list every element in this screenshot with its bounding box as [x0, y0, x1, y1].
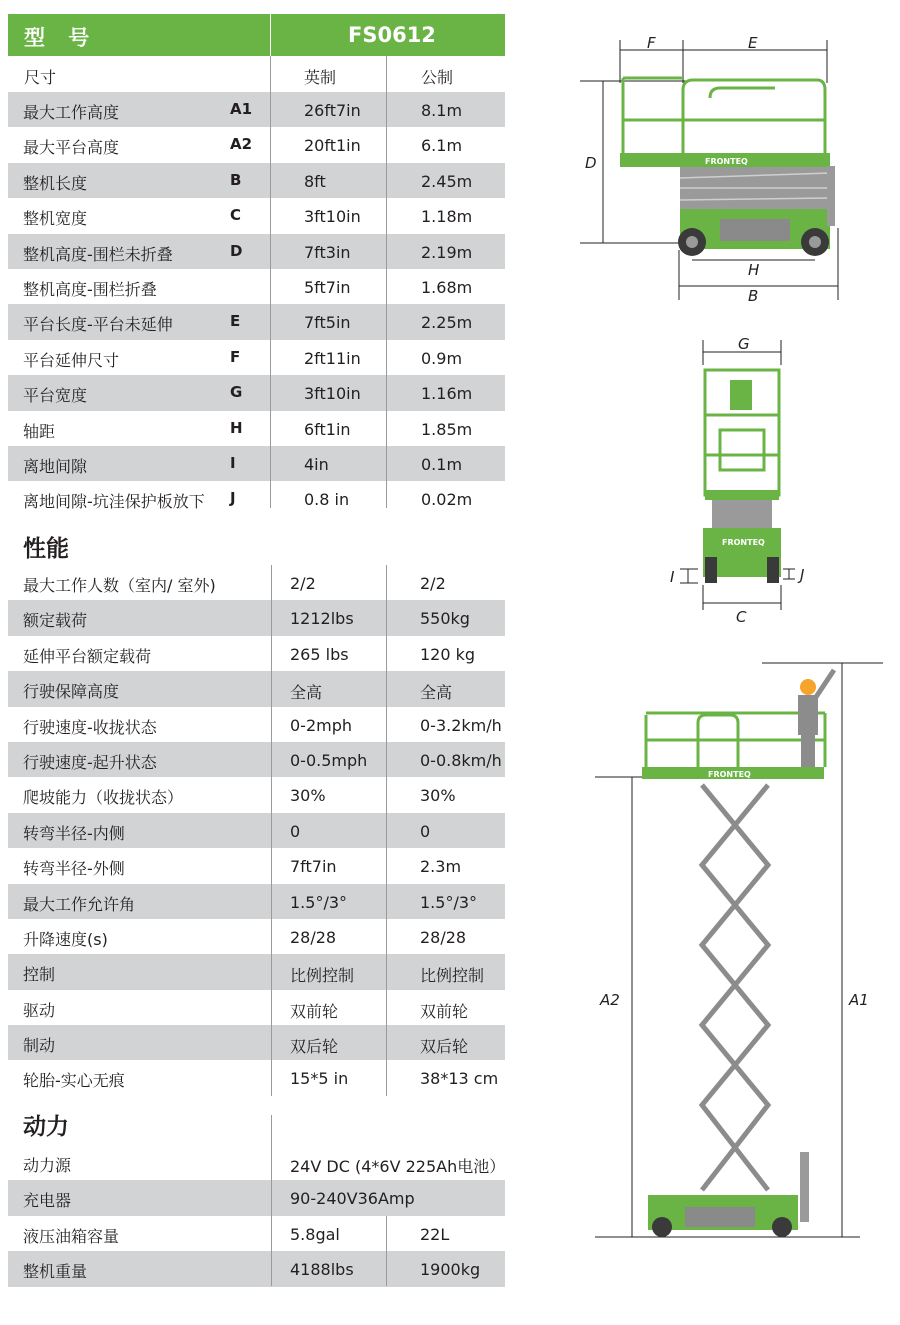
table-row	[8, 1251, 505, 1286]
spec-value: 24V DC (4*6V 225Ah电池）	[290, 1157, 506, 1176]
spec-name: 整机高度-围栏折叠	[23, 279, 157, 299]
spec-name: 升降速度(s)	[23, 929, 108, 949]
table-row	[8, 304, 505, 339]
spec-metric: 22L	[420, 1224, 450, 1244]
header-divider	[270, 14, 271, 56]
column-headers	[8, 57, 505, 92]
power-title: 动力	[23, 1114, 69, 1140]
spec-imperial: 4in	[304, 454, 329, 474]
spec-code: I	[230, 453, 236, 472]
spec-metric: 30%	[420, 786, 456, 806]
column-divider	[386, 565, 387, 1096]
table-row	[8, 340, 505, 375]
spec-metric: 全高	[420, 683, 453, 703]
spec-name: 充电器	[23, 1191, 72, 1211]
table-row	[8, 269, 505, 304]
spec-name: 行驶保障高度	[23, 682, 120, 702]
spec-metric: 1.18m	[421, 207, 473, 227]
table-row	[8, 375, 505, 410]
power-table	[8, 1145, 505, 1287]
spec-code: F	[230, 347, 241, 366]
spec-metric: 1.16m	[421, 384, 473, 404]
spec-imperial: 28/28	[290, 927, 337, 947]
column-header-imperial: 英制	[304, 68, 337, 87]
spec-metric: 比例控制	[420, 966, 485, 986]
table-row	[8, 848, 505, 883]
spec-name: 驱动	[23, 1000, 56, 1020]
label-a2: A2	[600, 991, 620, 1009]
label-d: D	[585, 154, 597, 172]
spec-imperial: 比例控制	[290, 966, 355, 986]
table-header	[8, 14, 505, 56]
spec-name: 最大工作人数（室内/ 室外)	[23, 576, 216, 595]
column-divider	[271, 565, 272, 1096]
spec-imperial: 265 lbs	[290, 644, 349, 664]
spec-metric: 2.45m	[421, 171, 473, 191]
spec-name: 轴距	[23, 421, 56, 441]
spec-code: A1	[230, 100, 253, 118]
spec-imperial: 1.5°/3°	[290, 892, 348, 912]
spec-imperial: 2/2	[290, 574, 316, 593]
label-j: J	[800, 566, 805, 584]
spec-imperial: 7ft5in	[304, 313, 351, 333]
spec-metric: 2.3m	[420, 857, 462, 877]
spec-metric: 6.1m	[421, 136, 463, 156]
spec-metric: 2.25m	[421, 313, 473, 333]
spec-name: 制动	[23, 1036, 56, 1056]
spec-metric: 0.9m	[421, 348, 463, 368]
column-header-item: 尺寸	[24, 68, 57, 87]
label-i: I	[670, 568, 675, 586]
table-row	[8, 163, 505, 198]
side-view-diagram	[575, 28, 875, 308]
spec-code: G	[230, 383, 243, 402]
spec-imperial: 26ft7in	[304, 101, 361, 120]
spec-code: E	[230, 312, 241, 331]
table-row	[8, 127, 505, 162]
spec-name: 爬坡能力（收拢状态）	[23, 788, 184, 808]
spec-name: 最大平台高度	[23, 138, 120, 158]
spec-imperial: 7ft7in	[290, 857, 337, 877]
spec-name: 控制	[23, 965, 56, 985]
spec-imperial: 1212lbs	[290, 609, 354, 629]
spec-metric: 1.68m	[421, 277, 473, 297]
spec-name: 平台延伸尺寸	[23, 350, 120, 370]
table-row	[8, 446, 505, 481]
label-b: B	[748, 287, 759, 305]
spec-imperial: 0	[290, 821, 301, 841]
spec-code: A2	[230, 135, 253, 154]
spec-name: 轮胎-实心无痕	[23, 1071, 125, 1091]
spec-name: 液压油箱容量	[23, 1226, 120, 1246]
spec-name: 行驶速度-起升状态	[23, 752, 157, 772]
label-a1: A1	[849, 991, 869, 1009]
spec-metric: 双后轮	[420, 1037, 469, 1057]
spec-metric: 0	[420, 821, 431, 841]
table-row	[8, 565, 505, 600]
table-row	[8, 777, 505, 812]
spec-metric: 1.5°/3°	[420, 892, 478, 912]
spec-imperial: 7ft3in	[304, 242, 351, 262]
spec-imperial: 双前轮	[290, 1001, 339, 1021]
spec-name: 整机长度	[23, 173, 88, 193]
table-row	[8, 481, 505, 516]
label-f: F	[647, 34, 656, 52]
table-row	[8, 234, 505, 269]
spec-name: 平台长度-平台未延伸	[23, 315, 173, 335]
table-row	[8, 707, 505, 742]
column-divider	[386, 1216, 387, 1286]
spec-code: D	[230, 241, 243, 260]
spec-name: 转弯半径-外侧	[23, 859, 125, 879]
column-divider	[386, 56, 387, 508]
spec-imperial: 0.8 in	[304, 490, 350, 510]
spec-metric: 0-0.8km/h	[420, 750, 502, 770]
spec-imperial: 6ft1in	[304, 419, 351, 439]
spec-name: 最大工作高度	[23, 103, 120, 122]
spec-imperial: 30%	[290, 786, 326, 806]
table-row	[8, 919, 505, 954]
brand-label: FRONTEQ	[708, 770, 751, 779]
model-value: FS0612	[348, 23, 436, 47]
table-row	[8, 742, 505, 777]
label-c: C	[736, 608, 747, 626]
table-row	[8, 198, 505, 233]
spec-imperial: 8ft	[304, 171, 326, 191]
table-row	[8, 636, 505, 671]
performance-title: 性能	[23, 536, 69, 562]
column-divider	[270, 56, 271, 508]
table-row	[8, 411, 505, 446]
spec-name: 额定载荷	[23, 611, 88, 631]
performance-table	[8, 565, 505, 1096]
spec-value: 90-240V36Amp	[290, 1189, 415, 1209]
table-row	[8, 990, 505, 1025]
table-row	[8, 1060, 505, 1095]
spec-metric: 0.1m	[421, 454, 463, 474]
spec-metric: 2/2	[420, 574, 446, 593]
spec-imperial: 4188lbs	[290, 1260, 354, 1280]
spec-metric: 38*13 cm	[420, 1069, 499, 1089]
spec-metric: 1.85m	[421, 419, 473, 439]
spec-name: 平台宽度	[23, 386, 88, 406]
spec-imperial: 5ft7in	[304, 277, 351, 297]
spec-name: 整机宽度	[23, 209, 88, 229]
spec-metric: 28/28	[420, 927, 467, 947]
spec-imperial: 15*5 in	[290, 1069, 349, 1089]
table-row	[8, 671, 505, 706]
spec-name: 转弯半径-内侧	[23, 823, 125, 843]
raised-view-diagram	[590, 655, 890, 1245]
spec-metric: 550kg	[420, 609, 470, 629]
spec-metric: 0.02m	[421, 490, 473, 510]
table-row	[8, 1216, 505, 1251]
table-row	[8, 884, 505, 919]
spec-name: 整机高度-围栏未折叠	[23, 244, 173, 264]
spec-metric: 双前轮	[420, 1001, 469, 1021]
spec-metric: 2.19m	[421, 242, 473, 262]
table-row	[8, 1145, 505, 1180]
table-row	[8, 92, 505, 127]
spec-name: 整机重量	[23, 1262, 88, 1282]
model-label: 型 号	[24, 26, 98, 50]
spec-name: 最大工作允许角	[23, 894, 136, 914]
table-row	[8, 813, 505, 848]
spec-metric: 8.1m	[421, 101, 463, 120]
brand-label: FRONTEQ	[705, 157, 748, 166]
spec-code: J	[230, 489, 236, 508]
spec-imperial: 20ft1in	[304, 136, 361, 156]
spec-name: 行驶速度-收拢状态	[23, 717, 157, 737]
spec-imperial: 双后轮	[290, 1037, 339, 1057]
spec-code: C	[230, 206, 242, 225]
label-g: G	[738, 335, 750, 353]
spec-imperial: 3ft10in	[304, 207, 361, 227]
spec-metric: 0-3.2km/h	[420, 715, 502, 735]
spec-name: 离地间隙	[23, 456, 88, 476]
table-row	[8, 1025, 505, 1060]
spec-imperial: 3ft10in	[304, 384, 361, 404]
spec-imperial: 0-2mph	[290, 715, 353, 735]
spec-metric: 120 kg	[420, 644, 476, 664]
label-e: E	[748, 34, 758, 52]
table-row	[8, 1180, 505, 1215]
spec-metric: 1900kg	[420, 1260, 481, 1280]
column-header-metric: 公制	[421, 68, 454, 87]
label-h: H	[748, 261, 760, 279]
spec-code: B	[230, 170, 242, 189]
spec-imperial: 2ft11in	[304, 348, 361, 368]
spec-name: 离地间隙-坑洼保护板放下	[23, 492, 205, 512]
spec-name: 动力源	[23, 1156, 72, 1175]
worker-icon	[800, 679, 816, 695]
spec-imperial: 0-0.5mph	[290, 750, 368, 770]
dimensions-table	[8, 92, 505, 517]
spec-code: H	[230, 418, 243, 437]
table-row	[8, 954, 505, 989]
brand-label: FRONTEQ	[722, 538, 765, 547]
spec-imperial: 全高	[290, 683, 323, 703]
column-divider	[271, 1115, 272, 1286]
spec-imperial: 5.8gal	[290, 1224, 340, 1244]
spec-name: 延伸平台额定载荷	[23, 646, 152, 666]
table-row	[8, 600, 505, 635]
front-view-diagram	[660, 335, 820, 630]
